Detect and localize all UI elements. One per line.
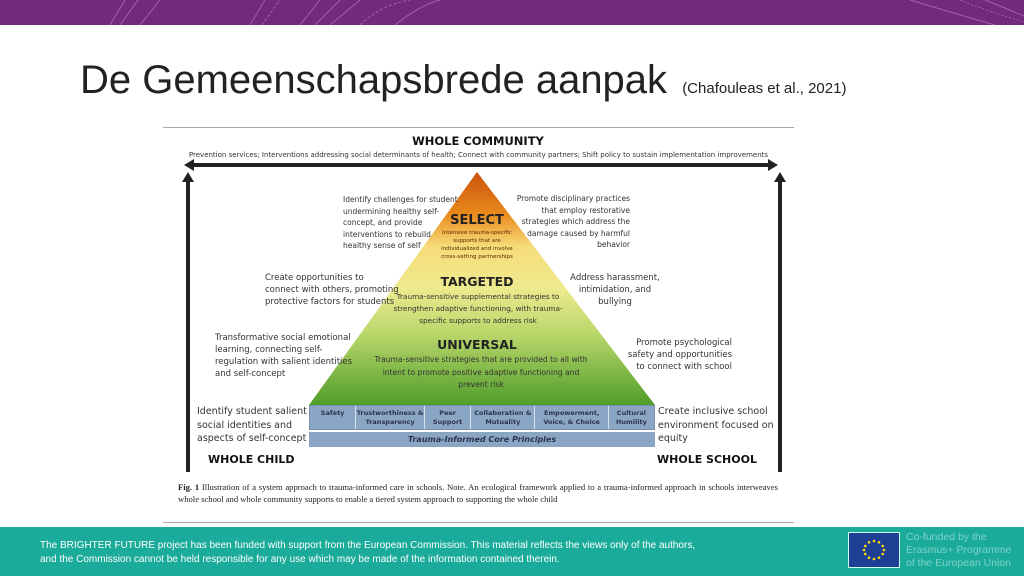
targeted-desc: Trauma-sensitive supplemental strategies to strengthen adaptive functioning, with trauma-specific supports to address risk bbox=[393, 292, 563, 325]
caption-label: Fig. 1 bbox=[178, 482, 200, 492]
principle-peer-support: Peer Support bbox=[425, 406, 471, 429]
eu-text-line-3: of the European Union bbox=[906, 557, 1012, 569]
select-desc: Intensive trauma-specific supports that are individualized and involve cross-setting partnerships bbox=[441, 230, 513, 260]
citation: (Chafouleas et al., 2021) bbox=[682, 80, 847, 97]
principle-empowerment: Empowerment, Voice, & Choice bbox=[535, 406, 608, 429]
principle-trustworthiness: Trustworthiness & Transparency bbox=[356, 406, 425, 429]
principle-safety: Safety bbox=[310, 406, 356, 429]
disclaimer-line-2: and the Commission cannot be held responsible for any use which may be made of the information contained therein. bbox=[40, 554, 560, 565]
community-text: Prevention services; Interventions addressing social determinants of health; Connect with community partners; Shift policy to sustain implementation improvements bbox=[188, 151, 769, 159]
universal-left-text: Transformative social emotional learning, connecting self-regulation with salient identities and self-concept bbox=[215, 333, 353, 379]
targeted-label: TARGETED bbox=[440, 274, 514, 289]
eu-flag-icon bbox=[848, 532, 900, 568]
core-principles-bar: Trauma-Informed Core Principles bbox=[309, 432, 655, 447]
select-left-text: Identify challenges for student undermining healthy self-concept, and provide interventions to rebuild healthy sense of self bbox=[343, 195, 458, 250]
footer-disclaimer bbox=[40, 539, 695, 567]
targeted-left-text: Create opportunities to connect with others, promoting protective factors for students bbox=[265, 273, 399, 307]
universal-label: UNIVERSAL bbox=[437, 337, 517, 352]
universal-desc: Trauma-sensitive strategies that are provided to all with intent to promote positive adaptive functioning and prevent risk bbox=[374, 355, 588, 389]
base-left-text: Identify student salient social identities and aspects of self-concept bbox=[197, 406, 307, 444]
base-right-text: Create inclusive school environment focused on equity bbox=[658, 406, 774, 444]
targeted-right-text: Address harassment, intimidation, and bullying bbox=[570, 273, 660, 307]
eu-text-line-2: Erasmus+ Programme bbox=[906, 544, 1012, 556]
eu-cofunded-text bbox=[906, 531, 1011, 570]
principles-row bbox=[309, 405, 655, 430]
select-right-text: Promote disciplinary practices that employ restorative strategies which address the damage caused by harmful behavior bbox=[516, 194, 630, 249]
title-text: De Gemeenschapsbrede aanpak bbox=[80, 58, 668, 102]
principle-cultural-humility: Cultural Humility bbox=[615, 409, 647, 426]
whole-child-label: WHOLE CHILD bbox=[208, 453, 295, 466]
universal-right-text: Promote psychological safety and opportunities to connect with school bbox=[627, 338, 732, 372]
figure-caption bbox=[178, 481, 778, 505]
caption-text: Illustration of a system approach to trauma-informed care in schools. Note. An ecological framework applied to a trauma-informed approach in schools interweaves whole school and whole community supports to enable a tiered system approach to supporting the whole child bbox=[178, 482, 778, 504]
whole-community-heading: WHOLE COMMUNITY bbox=[412, 134, 544, 148]
disclaimer-line-1: The BRIGHTER FUTURE project has been funded with support from the European Commission. This material reflects the views only of the authors, bbox=[40, 540, 696, 551]
select-label: SELECT bbox=[450, 213, 504, 228]
whole-school-label: WHOLE SCHOOL bbox=[657, 453, 757, 466]
eu-text-line-1: Co-funded by the bbox=[906, 531, 987, 543]
principle-collaboration: Collaboration & Mutuality bbox=[471, 406, 535, 429]
